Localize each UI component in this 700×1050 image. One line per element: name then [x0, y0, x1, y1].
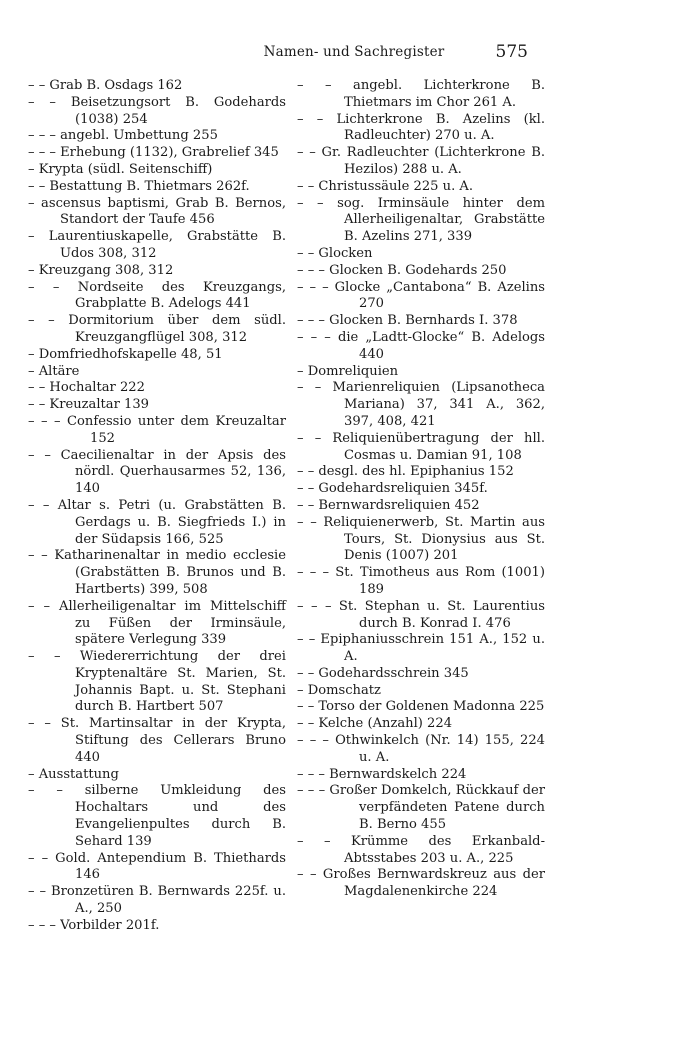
- index-entry: – – – Vorbilder 201f.: [28, 917, 160, 933]
- index-entry: – – – angebl. Umbettung 255: [28, 128, 218, 144]
- index-entry: – – – die „Ladtt-Glocke“ B. Adelogs 440: [297, 329, 545, 362]
- index-entry: – – – Bernwardskelch 224: [297, 766, 467, 782]
- index-entry: – Domreliquien: [297, 363, 399, 379]
- index-entry: – – Allerheiligenaltar im Mittelschiff zu Füßen der Irminsäule, spätere Verlegung 339: [28, 598, 286, 648]
- index-entry: – – – Erhebung (1132), Grabrelief 345: [28, 145, 279, 161]
- running-head-title: Namen- und Sachregister: [263, 44, 445, 60]
- index-entry: – – Großes Bernwardskreuz aus der Magdalenenkirche 224: [297, 867, 545, 900]
- index-column-left: [28, 78, 286, 935]
- index-entry: – – Krümme des Erkanbald-Abtsstabes 203 u. A., 225: [297, 833, 545, 866]
- index-entry: – – – St. Timotheus aus Rom (1001) 189: [297, 565, 545, 597]
- index-entry: – – Bronzetüren B. Bernwards 225f. u. A., 250: [28, 884, 286, 917]
- index-entry: – – – Glocke „Cantabona“ B. Azelins 270: [297, 279, 545, 312]
- index-entry: – Kreuzgang 308, 312: [28, 262, 174, 278]
- index-entry: – – – St. Stephan u. St. Laurentius durch B. Konrad I. 476: [297, 598, 545, 631]
- index-entry: – – – Othwinkelch (Nr. 14) 155, 224 u. A.: [297, 733, 545, 765]
- index-entry: – Ausstattung: [28, 766, 119, 782]
- index-entry: – ascensus baptismi, Grab B. Bernos, Standort der Taufe 456: [28, 195, 286, 228]
- index-entry: – – Kreuzaltar 139: [28, 397, 150, 413]
- index-entry: – – – Confessio unter dem Kreuzaltar 152: [28, 413, 286, 446]
- index-entry: – – Godehardsreliquien 345f.: [297, 481, 488, 497]
- index-entry: – – silberne Umkleidung des Hochaltars und des Evangelienpultes durch B. Sehard 139: [28, 783, 286, 849]
- page-header: [28, 44, 680, 64]
- index-entry: – – Caecilienaltar in der Apsis des nördl. Querhausarmes 52, 136, 140: [28, 447, 286, 497]
- index-entry: – – Beisetzungsort B. Godehards (1038) 254: [28, 94, 286, 127]
- index-entry: – – – Glocken B. Bernhards I. 378: [297, 313, 518, 329]
- index-entry: – Krypta (südl. Seitenschiff): [28, 161, 213, 177]
- index-entry: – – Altar s. Petri (u. Grabstätten B. Gerdags u. B. Siegfrieds I.) in der Südapsis 166, 525: [28, 497, 286, 547]
- index-entry: – – Grab B. Osdags 162: [28, 78, 183, 93]
- index-entry: – – angebl. Lichterkrone B. Thietmars im Chor 261 A.: [297, 78, 545, 110]
- index-entry: – – Bestattung B. Thietmars 262f.: [28, 178, 250, 194]
- index-entry: – – – Glocken B. Godehards 250: [297, 262, 507, 278]
- index-entry: – – Nordseite des Kreuzgangs, Grabplatte B. Adelogs 441: [28, 279, 286, 312]
- index-column-right: [297, 78, 545, 901]
- index-entry: – – Gold. Antependium B. Thiethards 146: [28, 850, 286, 883]
- index-entry: – – Dormitorium über dem südl. Kreuzgangflügel 308, 312: [28, 313, 286, 345]
- index-entry: – – desgl. des hl. Epiphanius 152: [297, 464, 514, 480]
- index-entry: – – St. Martinsaltar in der Krypta, Stiftung des Cellerars Bruno 440: [28, 716, 286, 765]
- index-entry: – – Kelche (Anzahl) 224: [297, 716, 453, 732]
- index-entry: – – Epiphaniusschrein 151 A., 152 u. A.: [297, 632, 545, 665]
- index-entry: – Domschatz: [297, 682, 381, 698]
- index-entry: – – Glocken: [297, 245, 373, 261]
- index-entry: – – Lichterkrone B. Azelins (kl. Radleuchter) 270 u. A.: [297, 111, 545, 144]
- index-entry: – – – Großer Domkelch, Rückkauf der verpfändeten Patene durch B. Berno 455: [297, 783, 545, 833]
- index-entry: – – Katharinenaltar in medio ecclesie (Grabstätten B. Brunos und B. Hartberts) 399, 508: [28, 548, 286, 597]
- index-entry: – Altäre: [28, 363, 80, 379]
- index-entry: – – Christussäule 225 u. A.: [297, 178, 474, 194]
- page-number: 575: [495, 42, 528, 62]
- index-entry: – – Hochaltar 222: [28, 380, 145, 396]
- index-entry: – Laurentiuskapelle, Grabstätte B. Udos 308, 312: [28, 229, 286, 261]
- index-entry: – – Wiedererrichtung der drei Kryptenaltäre St. Marien, St. Johannis Bapt. u. St. Stephani durch B. Hartbert 507: [28, 649, 286, 715]
- index-entry: – Domfriedhofskapelle 48, 51: [28, 346, 223, 362]
- index-entry: – – Reliquienerwerb, St. Martin aus Tours, St. Dionysius aus St. Denis (1007) 201: [297, 514, 545, 564]
- index-entry: – – sog. Irminsäule hinter dem Allerheiligenaltar, Grabstätte B. Azelins 271, 339: [297, 195, 545, 245]
- index-entry: – – Gr. Radleuchter (Lichterkrone B. Hezilos) 288 u. A.: [297, 145, 545, 177]
- index-entry: – – Torso der Goldenen Madonna 225: [297, 699, 545, 715]
- index-entry: – – Marienreliquien (Lipsanotheca Mariana) 37, 341 A., 362, 397, 408, 421: [297, 380, 545, 429]
- index-entry: – – Godehardsschrein 345: [297, 665, 469, 681]
- index-entry: – – Reliquienübertragung der hll. Cosmas u. Damian 91, 108: [297, 430, 545, 463]
- index-entry: – – Bernwardsreliquien 452: [297, 497, 480, 513]
